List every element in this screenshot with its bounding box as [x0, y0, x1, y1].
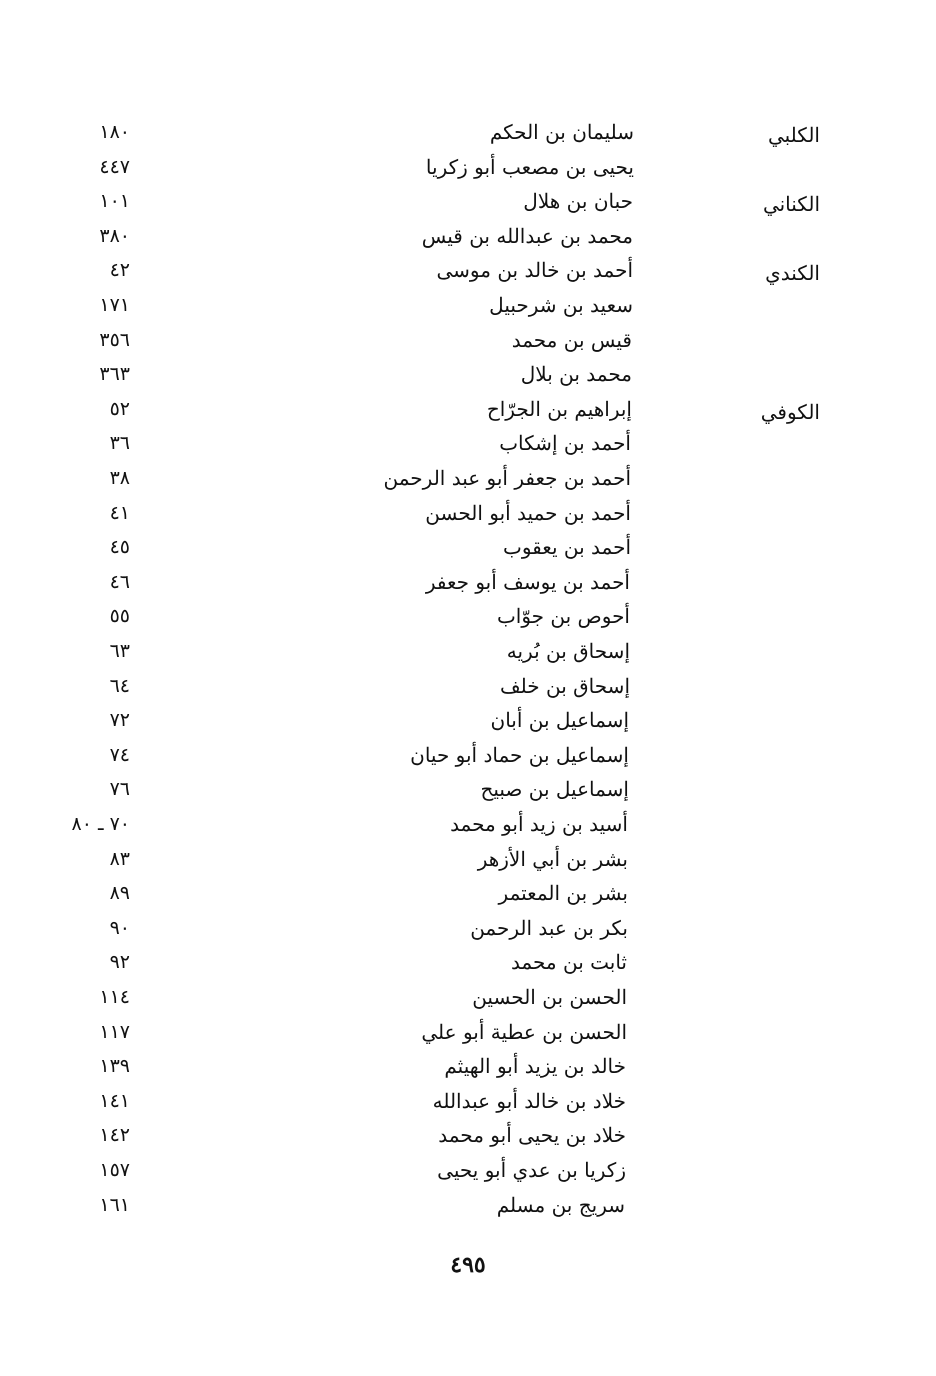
index-row	[0, 288, 936, 322]
page-reference: ٣٨	[109, 467, 130, 489]
person-name: سريج بن مسلم	[496, 1192, 625, 1217]
page-reference: ٦٣	[109, 640, 130, 662]
index-row	[0, 876, 936, 910]
index-row	[0, 911, 936, 945]
page-reference: ٣٥٦	[99, 328, 130, 351]
page-reference: ٤٦	[109, 570, 130, 593]
person-name: أحمد بن جعفر أبو عبد الرحمن	[383, 466, 631, 490]
index-row	[0, 530, 936, 564]
person-name: أحوص بن جوّاب	[496, 604, 630, 629]
index-row	[0, 772, 936, 806]
person-name: محمد بن بلال	[520, 362, 632, 387]
person-name: أحمد بن يوسف أبو جعفر	[425, 569, 630, 594]
page-reference: ٧٦	[109, 778, 130, 801]
page-reference: ١٧١	[99, 294, 130, 316]
person-name: محمد بن عبدالله بن قيس	[421, 223, 633, 248]
page-reference: ٤٥	[109, 536, 130, 559]
page-reference: ٣٨٠	[99, 224, 130, 247]
person-name: خالد بن يزيد أبو الهيثم	[444, 1054, 626, 1079]
page-reference: ٥٢	[109, 397, 130, 420]
index-row	[0, 1153, 936, 1187]
page-reference: ٩٢	[109, 951, 130, 974]
person-name: إسماعيل بن حماد أبو حيان	[410, 742, 629, 767]
person-name: أحمد بن إشكاب	[499, 431, 631, 456]
page-reference: ١٠١	[99, 190, 130, 213]
person-name: الحسن بن عطية أبو علي	[421, 1019, 627, 1044]
page-reference: ١٨٠	[99, 121, 130, 143]
index-row	[0, 634, 936, 668]
index-row	[0, 945, 936, 979]
person-name: سعيد بن شرحبيل	[489, 293, 633, 317]
page-reference: ٣٦	[109, 432, 130, 455]
page-reference: ١٤١	[99, 1089, 130, 1112]
person-name: الحسن بن الحسين	[472, 985, 627, 1009]
index-row	[0, 703, 936, 737]
index-row	[0, 461, 936, 495]
person-name: بكر بن عبد الرحمن	[470, 915, 628, 940]
index-row	[0, 807, 936, 841]
page-reference: ٧٤	[109, 743, 130, 766]
person-name: إبراهيم بن الجرّاح	[486, 396, 632, 421]
person-name: إسماعيل بن أبان	[490, 708, 629, 733]
person-name: إسحاق بن بُريه	[506, 639, 630, 663]
nisba-heading: الكناني	[762, 192, 820, 217]
page-reference: ٧٠ ـ ٨٠	[71, 813, 130, 835]
page-reference: ١٦١	[99, 1193, 130, 1216]
page-reference: ٤٤٧	[99, 155, 130, 178]
index-row	[0, 357, 936, 391]
nisba-heading: الكندي	[765, 261, 820, 286]
person-name: خلاد بن خالد أبو عبدالله	[432, 1088, 626, 1113]
page-reference: ١٤٢	[99, 1124, 130, 1147]
page-reference: ٩٠	[109, 916, 130, 939]
person-name: حبان بن هلال	[523, 189, 633, 214]
page-reference: ١١٧	[99, 1020, 130, 1043]
index-row	[0, 184, 936, 218]
index-row	[0, 253, 936, 287]
page-reference: ٨٣	[109, 847, 130, 870]
index-row	[0, 496, 936, 530]
index-row	[0, 599, 936, 633]
nisba-heading: الكلبي	[767, 123, 820, 147]
page-reference: ٥٥	[109, 605, 130, 628]
person-name: زكريا بن عدي أبو يحيى	[437, 1158, 626, 1182]
page-reference: ٣٦٣	[99, 363, 130, 386]
page-reference: ٦٤	[109, 674, 130, 697]
person-name: إسماعيل بن صبيح	[480, 777, 629, 802]
page-reference: ٨٩	[109, 882, 130, 905]
person-name: خلاد بن يحيى أبو محمد	[438, 1123, 626, 1148]
page-reference: ١١٤	[99, 986, 130, 1008]
page-reference: ١٣٩	[99, 1055, 130, 1078]
person-name: قيس بن محمد	[511, 327, 632, 352]
person-name: بشر بن المعتمر	[498, 881, 628, 906]
index-row	[0, 150, 936, 184]
index-row	[0, 115, 936, 149]
page-reference: ١٥٧	[99, 1159, 130, 1181]
index-row	[0, 842, 936, 876]
person-name: بشر بن أبي الأزهر	[477, 846, 628, 871]
index-row	[0, 1015, 936, 1049]
person-name: يحيى بن مصعب أبو زكريا	[425, 154, 634, 179]
index-row	[0, 980, 936, 1014]
person-name: سليمان بن الحكم	[489, 120, 634, 144]
person-name: ثابت بن محمد	[510, 950, 627, 975]
index-row	[0, 1118, 936, 1152]
index-row	[0, 323, 936, 357]
nisba-heading: الكوفي	[760, 399, 820, 424]
index-row	[0, 426, 936, 460]
person-name: أسيد بن زيد أبو محمد	[450, 812, 628, 836]
page-reference: ٧٢	[109, 709, 130, 732]
page-number: ٤٩٥	[450, 1252, 486, 1278]
index-row	[0, 219, 936, 253]
person-name: أحمد بن حميد أبو الحسن	[425, 500, 631, 525]
person-name: أحمد بن يعقوب	[503, 535, 631, 560]
index-row	[0, 1049, 936, 1083]
page-reference: ٤١	[109, 501, 130, 524]
index-row	[0, 392, 936, 426]
index-row	[0, 669, 936, 703]
person-name: إسحاق بن خلف	[499, 673, 630, 698]
index-row	[0, 1188, 936, 1222]
page-reference: ٤٢	[109, 259, 130, 282]
index-row	[0, 565, 936, 599]
person-name: أحمد بن خالد بن موسى	[436, 258, 633, 283]
index-row	[0, 1084, 936, 1118]
index-row	[0, 738, 936, 772]
